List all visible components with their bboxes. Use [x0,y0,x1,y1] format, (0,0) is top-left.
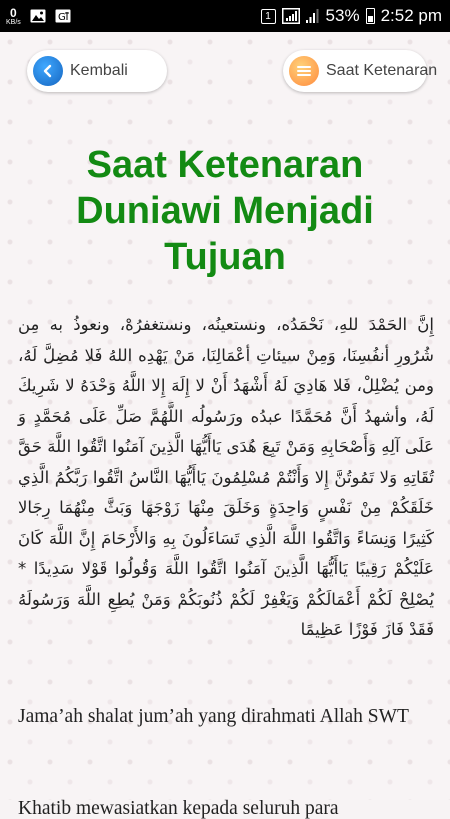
clock: 2:52 pm [380,6,442,25]
article-screen[interactable] [0,32,450,819]
menu-icon [289,56,319,86]
title-menu-label: Saat Ketenaran [326,62,438,79]
network-speed-value: 0 [10,5,17,20]
battery-percent: 53% [325,6,360,25]
back-button[interactable] [27,50,167,92]
translate-icon [55,9,71,23]
battery-icon [366,8,375,24]
sim-slot-badge: 1 [261,9,276,24]
back-arrow-icon [33,56,63,86]
network-speed-unit: KB/s [6,18,21,26]
back-button-label: Kembali [70,62,128,79]
signal-icon [306,8,320,24]
paragraph-body: Khatib mewasiatkan kepada seluruh para [18,798,339,819]
status-bar [0,0,450,32]
arabic-opening-text: إِنَّ الحَمْدَ للهِ، نَحْمَدُه، ونستعينُه، ونستغفرُهْ، ونعوذُ به مِن شُرُورِ أنفُسِنَا، وَمِنْ سيئاتِ أعْمَالِنَا، مَنْ يَهْدِه اللهُ فَلا مُضِلَّ لَهُ، ومن يُضْلِلْ، فَلا هَادِيَ لَهُ أَشْهَدُ أَنْ لا إِلَهَ إِلا اللَّهُ وَحْدَهُ لا شَرِيكَ لَهُ، وأشهدُ أَنَّ مُحَمَّدًا عبدُه ورَسُولُه اللَّهُمَّ صَلِّ عَلَى مُحَمَّدٍ وَ عَلَى آلِهِ وَأَصْحَابِهِ وَمَنْ تَبِعَ هُدَى يَاأَيُّهَا الَّذِينَ آمَنُوا اتَّقُوا اللَّهَ حَقَّ تُقَاتِهِ وَلا تَمُوتُنَّ إِلا وَأَنْتُمْ مُسْلِمُونَ يَاأَيُّهَا النَّاسُ اتَّقُوا رَبَّكُمُ الَّذِي خَلَقَكُمْ مِنْ نَفْسٍ وَاحِدَةٍ وَخَلَقَ مِنْهَا زَوْجَهَا وَبَثَّ مِنْهُمَا رِجَالا كَثِيرًا وَنِسَاءً وَاتَّقُوا اللَّهَ الَّذِي تَسَاءَلُونَ بِهِ وَالأَرْحَامَ إِنَّ اللَّهَ كَانَ عَلَيْكُمْ رَقِيبًا يَاأَيُّهَا الَّذِينَ آمَنُوا اتَّقُوا اللَّهَ وَقُولُوا قَوْلا سَدِيدًا * يُصْلِحْ لَكُمْ أَعْمَالَكُمْ وَيَغْفِرْ لَكُمْ ذُنُوبَكُمْ وَمَنْ يُطِعِ اللَّهَ وَرَسُولَهُ فَقَدْ فَازَ فَوْزًا عَظِيمًا [18,315,434,639]
page-title: Saat Ketenaran Duniawi Menjadi Tujuan [76,144,374,278]
status-bar-right [261,6,442,26]
title-menu-button[interactable] [283,50,438,92]
svg-text:G: G [57,12,66,23]
paragraph-greeting: Jama’ah shalat jum’ah yang dirahmati Allah SWT [18,706,409,727]
gallery-icon [30,9,46,23]
status-bar-left [6,7,71,26]
sim-icon [282,8,300,24]
network-speed [6,7,21,26]
